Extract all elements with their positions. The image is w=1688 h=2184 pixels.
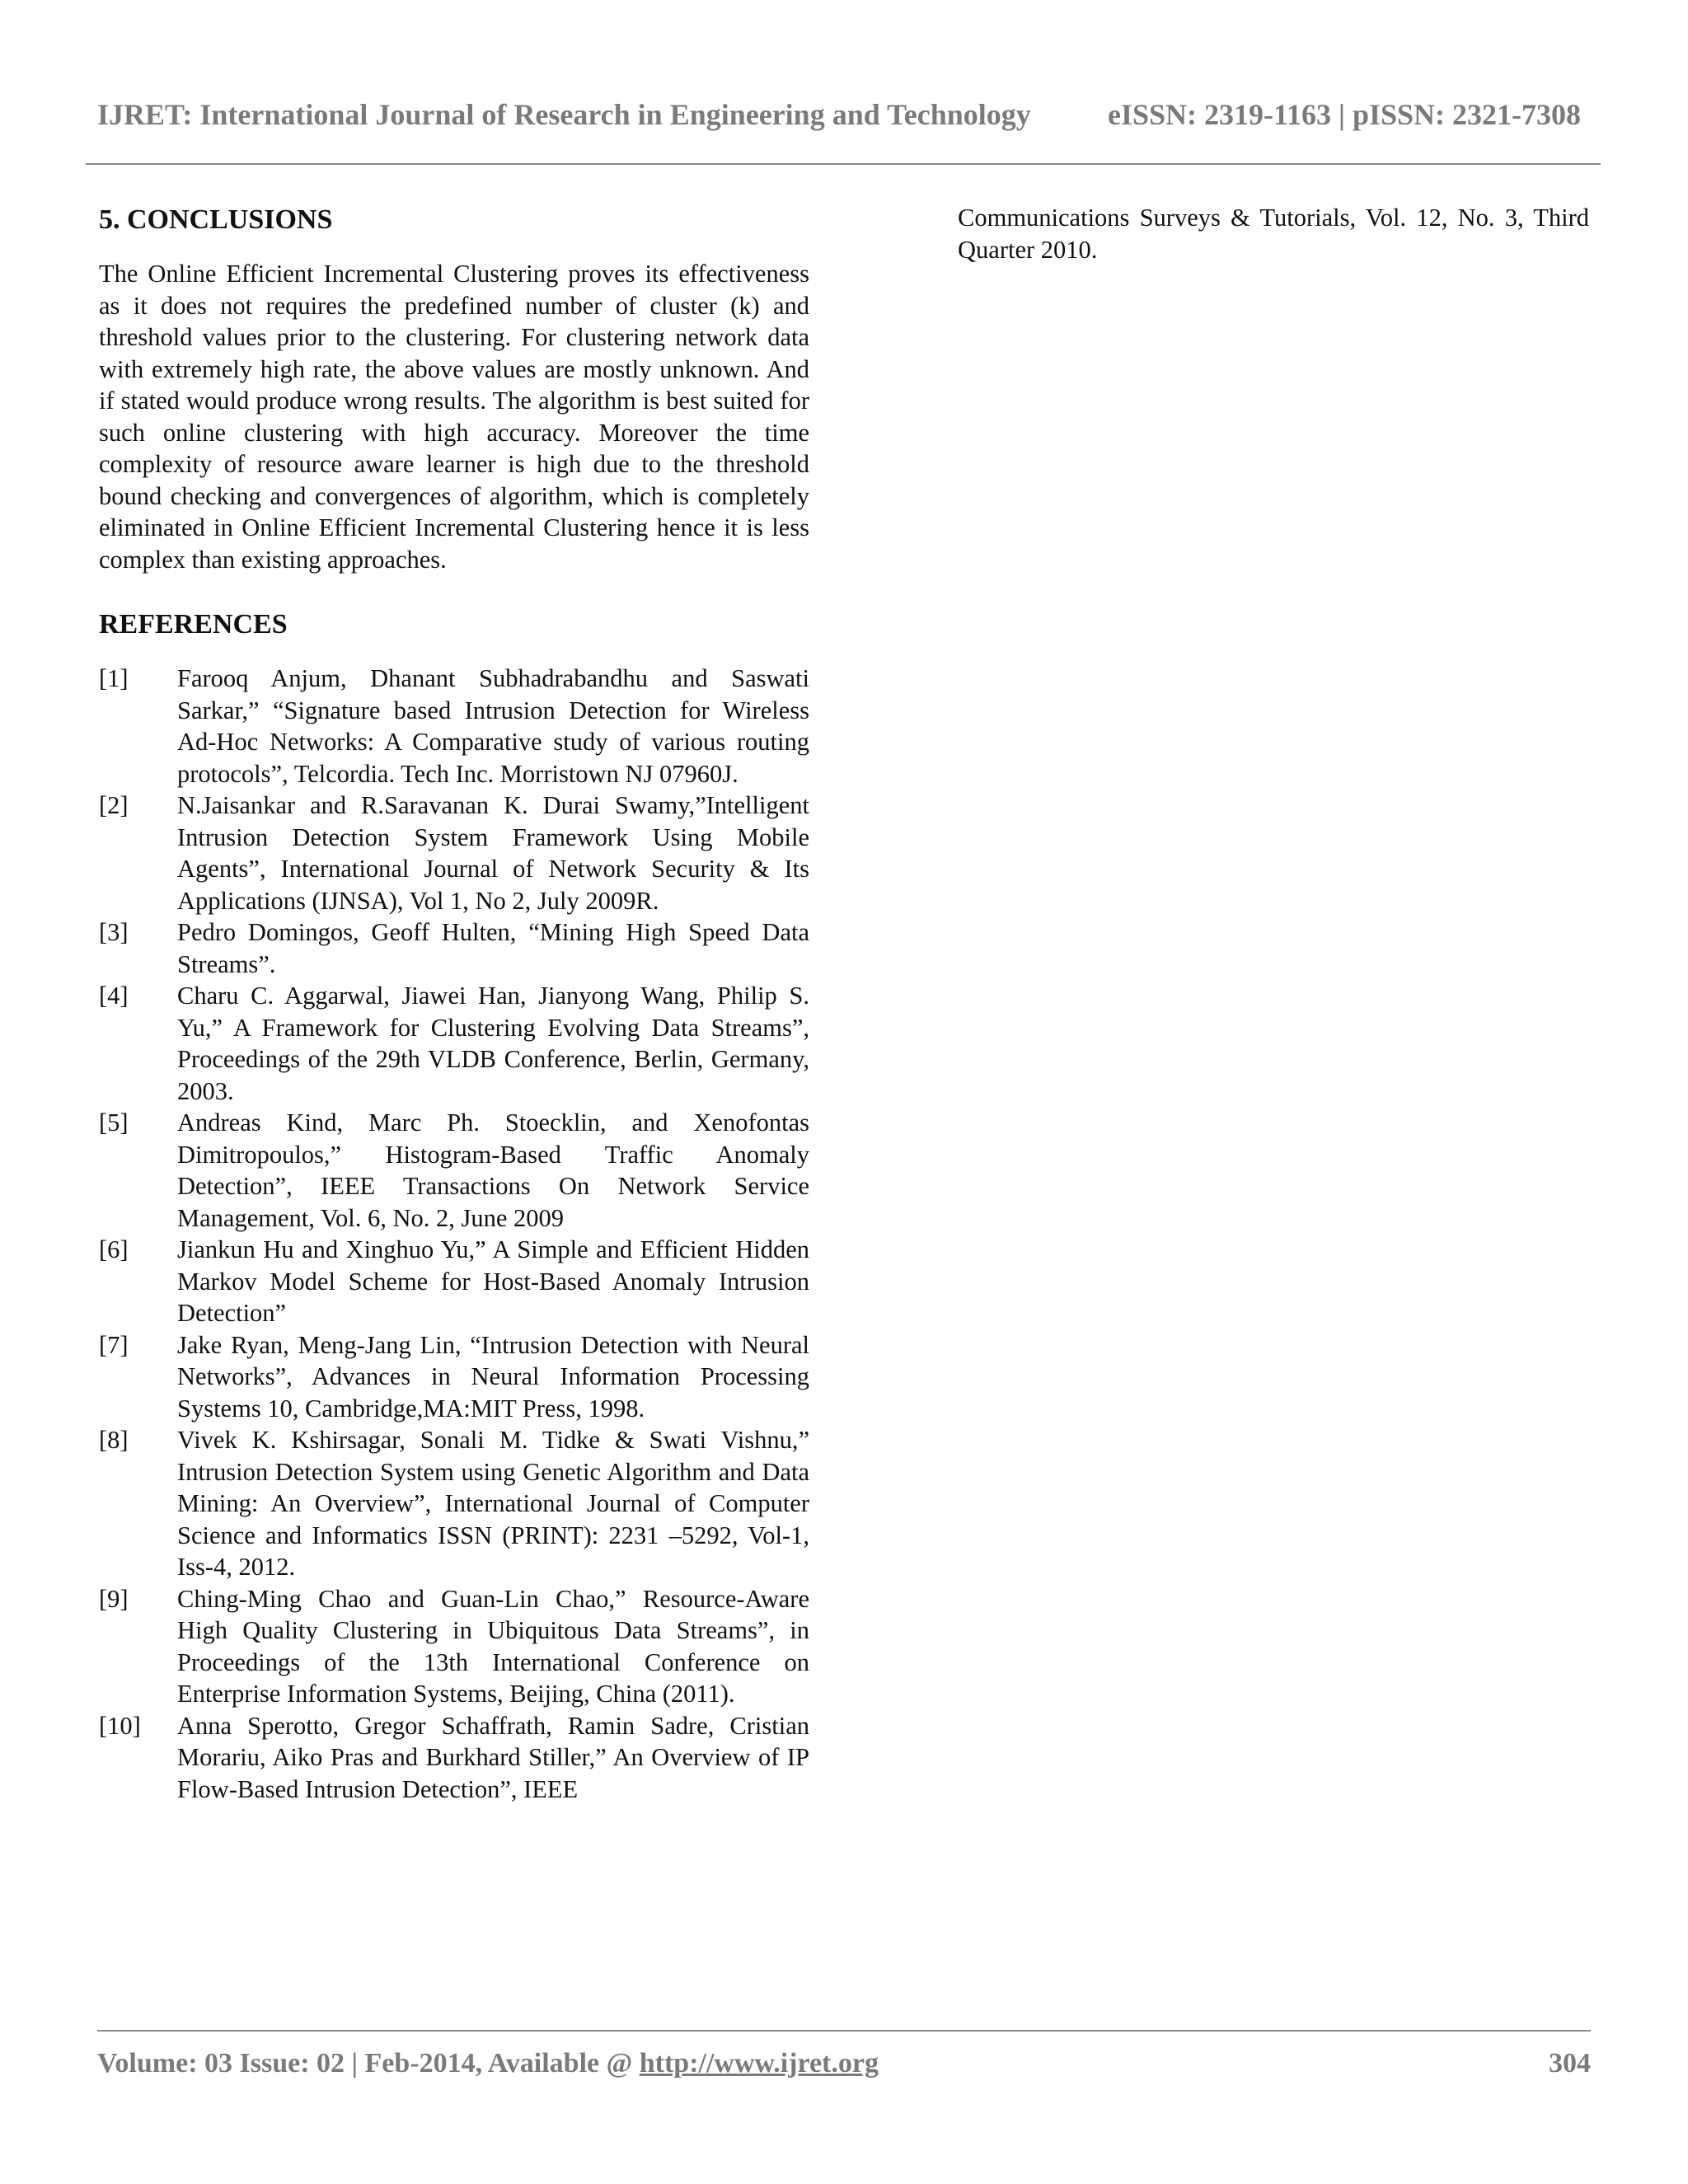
reference-item	[99, 1710, 809, 1806]
footer-divider	[97, 2030, 1591, 2032]
reference-number: [9]	[99, 1584, 129, 1613]
reference-number: [8]	[99, 1426, 129, 1454]
reference-number: [10]	[99, 1711, 141, 1740]
reference-number: [6]	[99, 1235, 129, 1263]
conclusions-heading: 5. CONCLUSIONS	[99, 204, 333, 235]
reference-text: Ching-Ming Chao and Guan-Lin Chao,” Resource-Aware High Quality Clustering in Ubiquitous Data Streams”, in Proceedings of the 13th International Conference on Enterprise Information Systems, Beijing, China (2011).	[177, 1584, 809, 1708]
page-number: 304	[1549, 2048, 1591, 2079]
left-column	[99, 202, 809, 1805]
conclusions-text: The Online Efficient Incremental Clustering proves its effectiveness as it does not requires the predefined number of cluster (k) and threshold values prior to the clustering. For clustering network data with extremely high rate, the above values are mostly unknown. And if stated would produce wrong results. The algorithm is best suited for such online clustering with high accuracy. Moreover the time complexity of resource aware learner is high due to the threshold bound checking and convergences of algorithm, which is completely eliminated in Online Efficient Incremental Clustering hence it is less complex than existing approaches.	[99, 260, 809, 574]
reference-number: [5]	[99, 1108, 129, 1137]
reference-text: Pedro Domingos, Geoff Hulten, “Mining High Speed Data Streams”.	[177, 918, 809, 978]
reference-number: [7]	[99, 1330, 129, 1359]
reference-item	[99, 1329, 809, 1425]
journal-website-link[interactable]: http://www.ijret.org	[639, 2048, 879, 2079]
reference-text: Vivek K. Kshirsagar, Sonali M. Tidke & Swati Vishnu,” Intrusion Detection System using Genetic Algorithm and Data Mining: An Overview”, International Journal of Computer Science and Informatics ISSN (PRINT): 2231 –5292, Vol-1, Iss-4, 2012.	[177, 1426, 809, 1581]
reference-item	[99, 1107, 809, 1234]
issn-info: eISSN: 2319-1163 | pISSN: 2321-7308	[1108, 98, 1581, 131]
reference-text: Farooq Anjum, Dhanant Subhadrabandhu and Saswati Sarkar,” “Signature based Intrusion Detection for Wireless Ad-Hoc Networks: A Comparative study of various routing protocols”, Telcordia. Tech Inc. Morristown NJ 07960J.	[177, 664, 809, 788]
reference-item	[99, 916, 809, 980]
header-divider	[86, 163, 1601, 165]
volume-text: Volume: 03 Issue: 02 | Feb-2014, Available @	[97, 2048, 640, 2079]
reference-number: [1]	[99, 664, 129, 692]
reference-item	[99, 980, 809, 1107]
footer-volume-info	[97, 2048, 879, 2079]
reference-text: N.Jaisankar and R.Saravanan K. Durai Swamy,”Intelligent Intrusion Detection System Framework Using Mobile Agents”, International Journal of Network Security & Its Applications (IJNSA), Vol 1, No 2, July 2009R.	[177, 791, 809, 915]
reference-item	[99, 1583, 809, 1710]
page-header	[97, 97, 1581, 132]
reference-text: Anna Sperotto, Gregor Schaffrath, Ramin Sadre, Cristian Morariu, Aiko Pras and Burkhard Stiller,” An Overview of IP Flow-Based Intrusion Detection”, IEEE	[177, 1711, 809, 1803]
reference-number: [3]	[99, 918, 129, 946]
page-footer	[97, 2048, 1591, 2079]
references-heading: REFERENCES	[99, 609, 288, 640]
reference-number: [2]	[99, 791, 129, 819]
reference-continuation: Communications Surveys & Tutorials, Vol. 12, No. 3, Third Quarter 2010.	[958, 204, 1589, 264]
right-column	[958, 202, 1589, 265]
reference-number: [4]	[99, 982, 129, 1010]
reference-item	[99, 663, 809, 790]
journal-title: IJRET: International Journal of Research in Engineering and Technology	[97, 98, 1031, 131]
reference-item	[99, 790, 809, 916]
reference-item	[99, 1234, 809, 1329]
reference-list	[99, 663, 809, 1805]
reference-text: Charu C. Aggarwal, Jiawei Han, Jianyong Wang, Philip S. Yu,” A Framework for Clustering Evolving Data Streams”, Proceedings of the 29th VLDB Conference, Berlin, Germany, 2003.	[177, 982, 809, 1105]
reference-text: Andreas Kind, Marc Ph. Stoecklin, and Xenofontas Dimitropoulos,” Histogram-Based Traffic Anomaly Detection”, IEEE Transactions On Network Service Management, Vol. 6, No. 2, June 2009	[177, 1108, 809, 1232]
reference-item	[99, 1424, 809, 1583]
reference-text: Jake Ryan, Meng-Jang Lin, “Intrusion Detection with Neural Networks”, Advances in Neural Information Processing Systems 10, Cambridge,MA:MIT Press, 1998.	[177, 1330, 809, 1422]
reference-text: Jiankun Hu and Xinghuo Yu,” A Simple and Efficient Hidden Markov Model Scheme for Host-Based Anomaly Intrusion Detection”	[177, 1235, 809, 1327]
